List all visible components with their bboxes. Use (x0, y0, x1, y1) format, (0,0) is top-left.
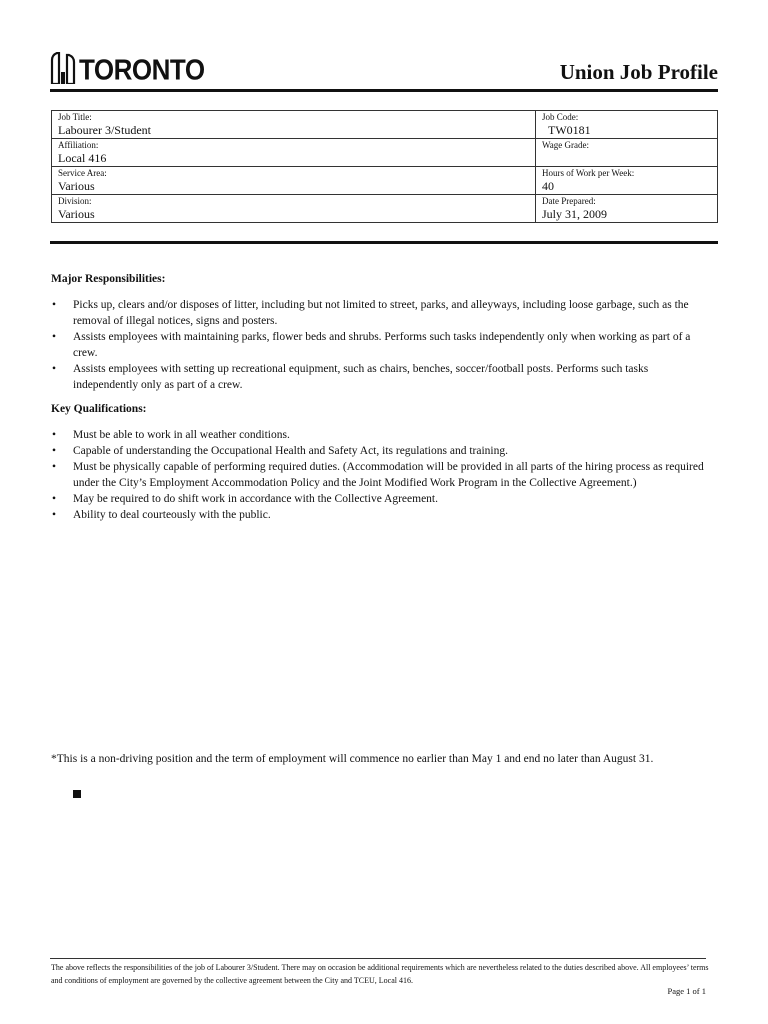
field-label: Service Area: (58, 168, 107, 178)
list-item: • Capable of understanding the Occupational Health and Safety Act, its regulations and training. (51, 443, 716, 459)
job-info-table (51, 110, 718, 223)
city-hall-icon (50, 52, 76, 84)
info-row (52, 195, 718, 223)
document-header (50, 46, 718, 86)
info-cell (536, 195, 718, 223)
field-label: Job Title: (58, 112, 92, 122)
responsibilities-heading: Major Responsibilities: (51, 273, 166, 285)
toronto-logo (50, 50, 205, 87)
list-item: • Assists employees with setting up recreational equipment, such as chairs, benches, soccer/football posts. Performs such tasks independently only as part of a crew. (51, 361, 716, 393)
field-value: July 31, 2009 (542, 207, 608, 221)
footer-disclaimer: The above reflects the responsibilities of the job of Labourer 3/Student. There may on occasion be additional requirements which are nevertheless related to the duties described above. All employees’ terms and conditions of employment are governed by the collective agreement between the City and TCEU, Local 416. (51, 963, 709, 985)
info-cell (52, 111, 536, 139)
document-title: Union Job Profile (559, 60, 718, 84)
job-content (51, 271, 716, 523)
employment-note: *This is a non-driving position and the term of employment will commence no earlier than May 1 and end no later than August 31. (51, 753, 654, 765)
field-value: TW0181 (548, 123, 591, 137)
section-rule (50, 241, 718, 244)
info-cell (52, 195, 536, 223)
qualifications-list (51, 427, 716, 523)
list-item: • Must be physically capable of performing required duties. (Accommodation will be provided in all parts of the hiring process as required under the City’s Employment Accommodation Policy and the Joint Modified Work Program in the Collective Agreement.) (51, 459, 716, 491)
info-cell (536, 167, 718, 195)
list-item: • Ability to deal courteously with the public. (51, 507, 716, 523)
info-row (52, 167, 718, 195)
info-row (52, 139, 718, 167)
info-cell (52, 139, 536, 167)
field-label: Job Code: (542, 112, 579, 122)
header-rule (50, 89, 718, 92)
square-bullet-icon (73, 790, 81, 798)
list-item: • Must be able to work in all weather conditions. (51, 427, 716, 443)
field-value: 40 (542, 179, 554, 193)
info-cell (536, 139, 718, 167)
field-value: Labourer 3/Student (58, 123, 151, 137)
field-label: Wage Grade: (542, 140, 589, 150)
info-row (52, 111, 718, 139)
field-label: Date Prepared: (542, 196, 596, 206)
page-number: Page 1 of 1 (667, 986, 706, 996)
list-item: • Assists employees with maintaining parks, flower beds and shrubs. Performs such tasks independently only when working as part of a crew. (51, 329, 716, 361)
field-value: Various (58, 179, 95, 193)
field-value: Various (58, 207, 95, 221)
info-cell (536, 111, 718, 139)
field-value: Local 416 (58, 151, 107, 165)
field-label: Hours of Work per Week: (542, 168, 635, 178)
list-item: • May be required to do shift work in accordance with the Collective Agreement. (51, 491, 716, 507)
info-cell (52, 167, 536, 195)
field-label: Affiliation: (58, 140, 99, 150)
list-item: • Picks up, clears and/or disposes of litter, including but not limited to street, parks, and alleyways, including loose garbage, such as the removal of illegal notices, signs and posters. (51, 297, 716, 329)
footer-rule (50, 958, 706, 959)
field-label: Division: (58, 196, 92, 206)
responsibilities-list (51, 297, 716, 393)
qualifications-heading: Key Qualifications: (51, 403, 147, 415)
logo-wordmark: TORONTO (79, 53, 205, 87)
